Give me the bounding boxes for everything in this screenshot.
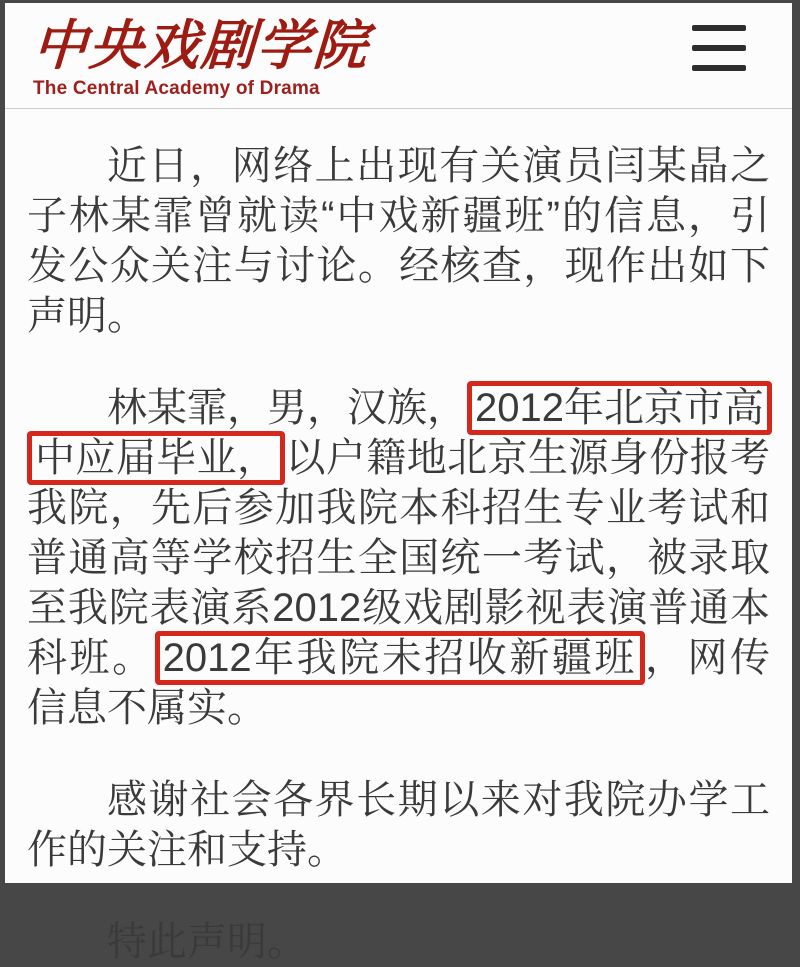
academy-logo-calligraphy: 中央戏剧学院	[31, 13, 371, 77]
highlighted-text: 2012年北京市高中应届毕业，	[27, 381, 772, 485]
highlighted-text: 2012年我院未招收新疆班	[155, 631, 645, 685]
text-segment: 感谢社会各界长期以来对我院办学工作的关注和支持。	[27, 778, 770, 872]
page	[5, 3, 792, 964]
article-paragraph	[27, 775, 770, 875]
article-paragraph	[27, 917, 770, 967]
text-segment: 以户籍地北京生源身份报考我院，先后参加我院本科招生专业考试和普通高等学校招生全国统一考试，被录取至我院表演系2012级戏剧影视表演普通本科班。	[27, 436, 771, 680]
text-segment: 林某霏，男，汉族，	[107, 386, 467, 430]
hamburger-icon	[692, 25, 746, 31]
statement-article	[5, 109, 792, 967]
text-segment: 特此声明。	[107, 920, 307, 964]
site-header	[5, 3, 792, 109]
academy-logo-english: The Central Academy of Drama	[33, 78, 320, 99]
text-segment: 近日，网络上出现有关演员闫某晶之子林某霏曾就读“中戏新疆班”的信息，引发公众关注与讨论。经核查，现作出如下声明。	[27, 144, 770, 338]
hamburger-icon	[692, 45, 746, 51]
text-segment: ，网传信息不属实。	[27, 636, 771, 730]
article-paragraph	[27, 141, 770, 341]
article-paragraph	[27, 383, 770, 733]
hamburger-icon	[692, 65, 746, 71]
hamburger-menu-button[interactable]	[692, 25, 746, 71]
